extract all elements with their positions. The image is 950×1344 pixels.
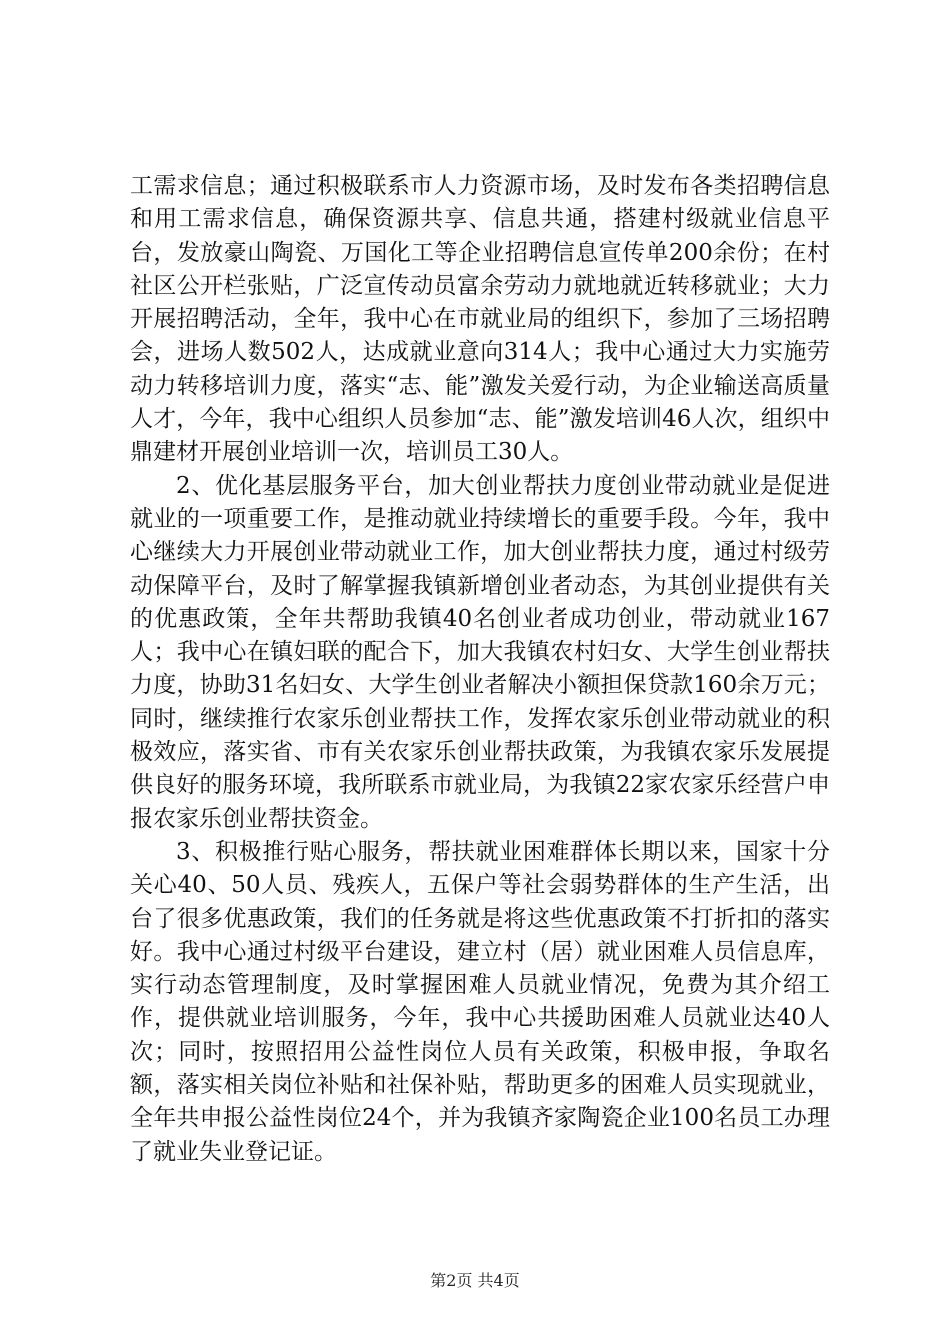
document-body [130,170,830,1169]
paragraph-item-2: 2、优化基层服务平台，加大创业帮扶力度创业带动就业是促进就业的一项重要工作，是推动就业持续增长的重要手段。今年，我中心继续大力开展创业带动就业工作，加大创业帮扶力度，通过村级劳动保障平台，及时了解掌握我镇新增创业者动态，为其创业提供有关的优惠政策，全年共帮助我镇40名创业者成功创业，带动就业167人；我中心在镇妇联的配合下，加大我镇农村妇女、大学生创业帮扶力度，协助31名妇女、大学生创业者解决小额担保贷款160余万元；同时，继续推行农家乐创业帮扶工作，发挥农家乐创业带动就业的积极效应，落实省、市有关农家乐创业帮扶政策，为我镇农家乐发展提供良好的服务环境，我所联系市就业局，为我镇22家农家乐经营户申报农家乐创业帮扶资金。 [130,472,830,832]
paragraph-item-3: 3、积极推行贴心服务，帮扶就业困难群体长期以来，国家十分关心40、50人员、残疾人，五保户等社会弱势群体的生产生活，出台了很多优惠政策，我们的任务就是将这些优惠政策不打折扣的落实好。我中心通过村级平台建设，建立村（居）就业困难人员信息库，实行动态管理制度，及时掌握困难人员就业情况，免费为其介绍工作，提供就业培训服务，今年，我中心共援助困难人员就业达40人次；同时，按照招用公益性岗位人员有关政策，积极申报，争取名额，落实相关岗位补贴和社保补贴，帮助更多的困难人员实现就业，全年共申报公益性岗位24个，并为我镇齐家陶瓷企业100名员工办理了就业失业登记证。 [130,838,830,1165]
paragraph-continuation: 工需求信息；通过积极联系市人力资源市场，及时发布各类招聘信息和用工需求信息，确保资源共享、信息共通，搭建村级就业信息平台，发放豪山陶瓷、万国化工等企业招聘信息宣传单200余份；在村社区公开栏张贴，广泛宣传动员富余劳动力就地就近转移就业；大力开展招聘活动，全年，我中心在市就业局的组织下，参加了三场招聘会，进场人数502人，达成就业意向314人；我中心通过大力实施劳动力转移培训力度，落实“志、能”激发关爱行动，为企业输送高质量人才，今年，我中心组织人员参加“志、能”激发培训46人次，组织中鼎建材开展创业培训一次，培训员工30人。 [130,173,830,466]
page-number-footer: 第2页 共4页 [430,1271,520,1290]
